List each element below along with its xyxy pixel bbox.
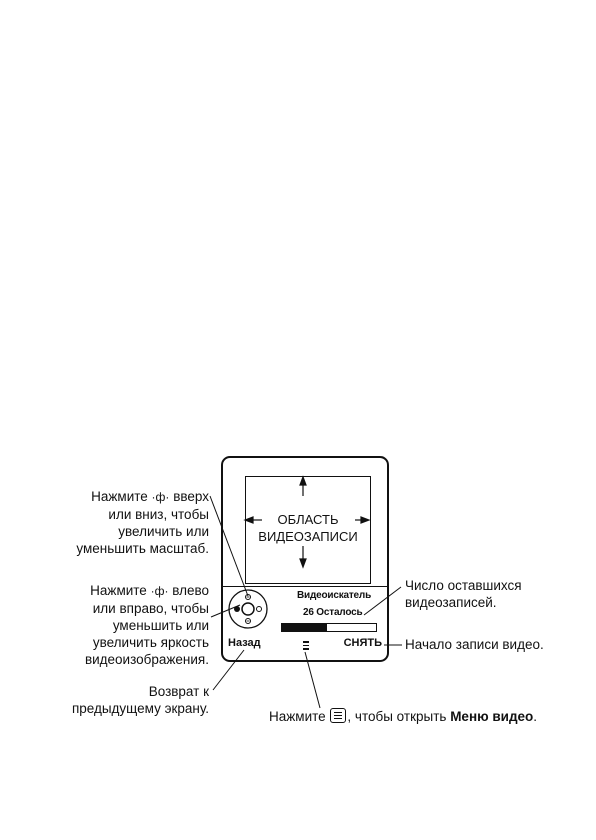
arrow-right-icon [361,517,369,523]
zoom-callout-line-1a: Нажмите [91,489,148,504]
mode-label: Видеоискатель [297,590,372,601]
arrow-down-icon [300,559,306,567]
menu-callout-suffix: , чтобы открыть [347,709,447,724]
video-area-label-line-2: ВИДЕОЗАПИСИ [258,529,358,544]
softkey-back[interactable]: Назад [228,637,261,649]
nav-key-icon: ·ф· [151,490,170,504]
video-area-arrows [245,477,369,567]
zoom-callout-line-2: или вниз, чтобы [108,507,209,522]
arrow-up-icon [300,477,306,485]
remaining-count: 26 Осталось [303,607,363,618]
brightness-callout-line-1b: влево [172,583,209,598]
brightness-callout-line-3: уменьшить или [112,618,209,633]
video-area-label-line-1: ОБЛАСТЬ [277,512,339,527]
leader-remaining [364,587,401,615]
leader-back [213,650,244,690]
leader-zoom [210,496,248,596]
leader-menu [305,652,320,708]
softkey-capture[interactable]: СНЯТЬ [343,637,382,649]
menu-callout-end: . [533,709,538,724]
brightness-callout-line-4: увеличить яркость [92,635,209,650]
arrow-left-icon [245,517,253,523]
menu-callout-prefix: Нажмите [269,709,326,724]
record-callout-text: Начало записи видео. [405,637,544,652]
remaining-callout-line-2: видеозаписей. [405,595,497,610]
remaining-callout-line-1: Число оставшихся [405,578,522,593]
zoom-callout-line-4: уменьшить масштаб. [76,541,209,556]
back-callout-line-1: Возврат к [148,684,209,699]
zoom-callout-line-1b: вверх [173,489,209,504]
zoom-callout-line-3: увеличить или [118,524,209,539]
brightness-callout-line-2: или вправо, чтобы [92,601,209,616]
brightness-callout-line-5: видеоизображения. [84,652,209,667]
back-callout-line-2: предыдущему экрану. [71,701,209,716]
nav-key-icon: ·ф· [150,584,169,598]
menu-callout-bold: Меню видео [450,709,534,724]
brightness-callout-line-1a: Нажмите [90,583,147,598]
